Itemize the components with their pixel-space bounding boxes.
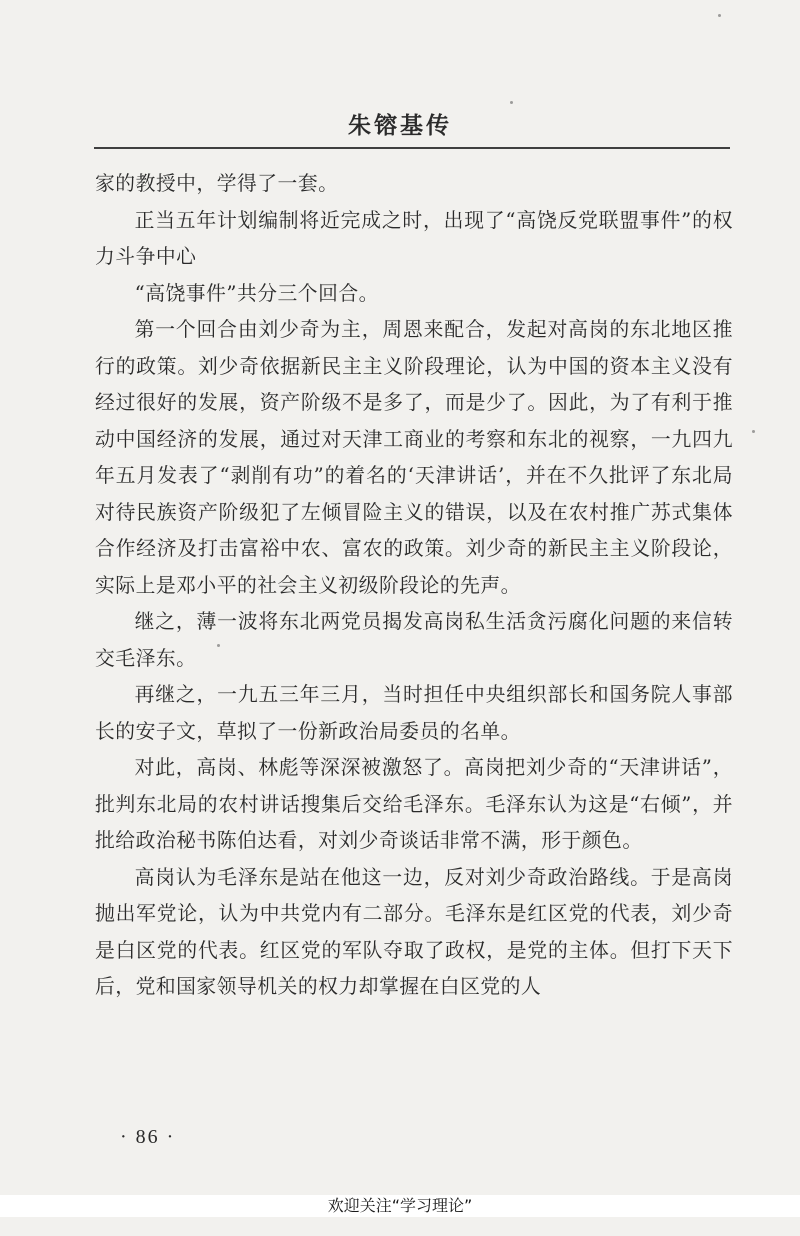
paragraph: 再继之，一九五三年三月，当时担任中央组织部长和国务院人事部长的安子文，草拟了一份新政治局委员的名单。 — [95, 683, 733, 743]
footer-note: 欢迎关注“学习理论” — [0, 1195, 800, 1217]
running-header-title: 朱镕基传 — [348, 112, 452, 139]
paragraph: 正当五年计划编制将近完成之时，出现了“高饶反党联盟事件”的权力斗争中心 — [95, 208, 733, 268]
paragraph: 对此，高岗、林彪等深深被激怒了。高岗把刘少奇的“天津讲话”，批判东北局的农村讲话搜集后交给毛泽东。毛泽东认为这是“右倾”，并批给政治秘书陈伯达看，对刘少奇谈话非常不满，形于颜色。 — [95, 756, 733, 852]
paragraph: 继之，薄一波将东北两党员揭发高岗私生活贪污腐化问题的来信转交毛泽东。 — [95, 610, 733, 670]
scan-speck — [510, 101, 513, 104]
header-rule — [94, 147, 730, 149]
paragraph: 高岗认为毛泽东是站在他这一边，反对刘少奇政治路线。于是高岗抛出军党论，认为中共党内有二部分。毛泽东是红区党的代表，刘少奇是白区党的代表。红区党的军队夺取了政权，是党的主体。但打下天下后，党和国家领导机关的权力却掌握在白区党的人 — [95, 865, 733, 998]
paragraph: “高饶事件”共分三个回合。 — [134, 281, 379, 305]
paragraph: 第一个回合由刘少奇为主，周恩来配合，发起对高岗的东北地区推行的政策。刘少奇依据新民主主义阶段理论，认为中国的资本主义没有经过很好的发展，资产阶级不是多了，而是少了。因此，为了有利于推动中国经济的发展，通过对天津工商业的考察和东北的视察，一九四九年五月发表了“剥削有功”的着名的‘天津讲话’，并在不久批评了东北局对待民族资产阶级犯了左倾冒险主义的错误，以及在农村推广苏式集体合作经济及打击富裕中农、富农的政策。刘少奇的新民主主义阶段论，实际上是邓小平的社会主义初级阶段论的先声。 — [95, 318, 733, 597]
scan-speck — [718, 14, 721, 17]
page-number: · 86 · — [120, 1126, 176, 1148]
paragraph: 家的教授中，学得了一套。 — [95, 172, 339, 195]
body-text — [95, 166, 733, 1006]
scan-speck — [752, 430, 755, 433]
